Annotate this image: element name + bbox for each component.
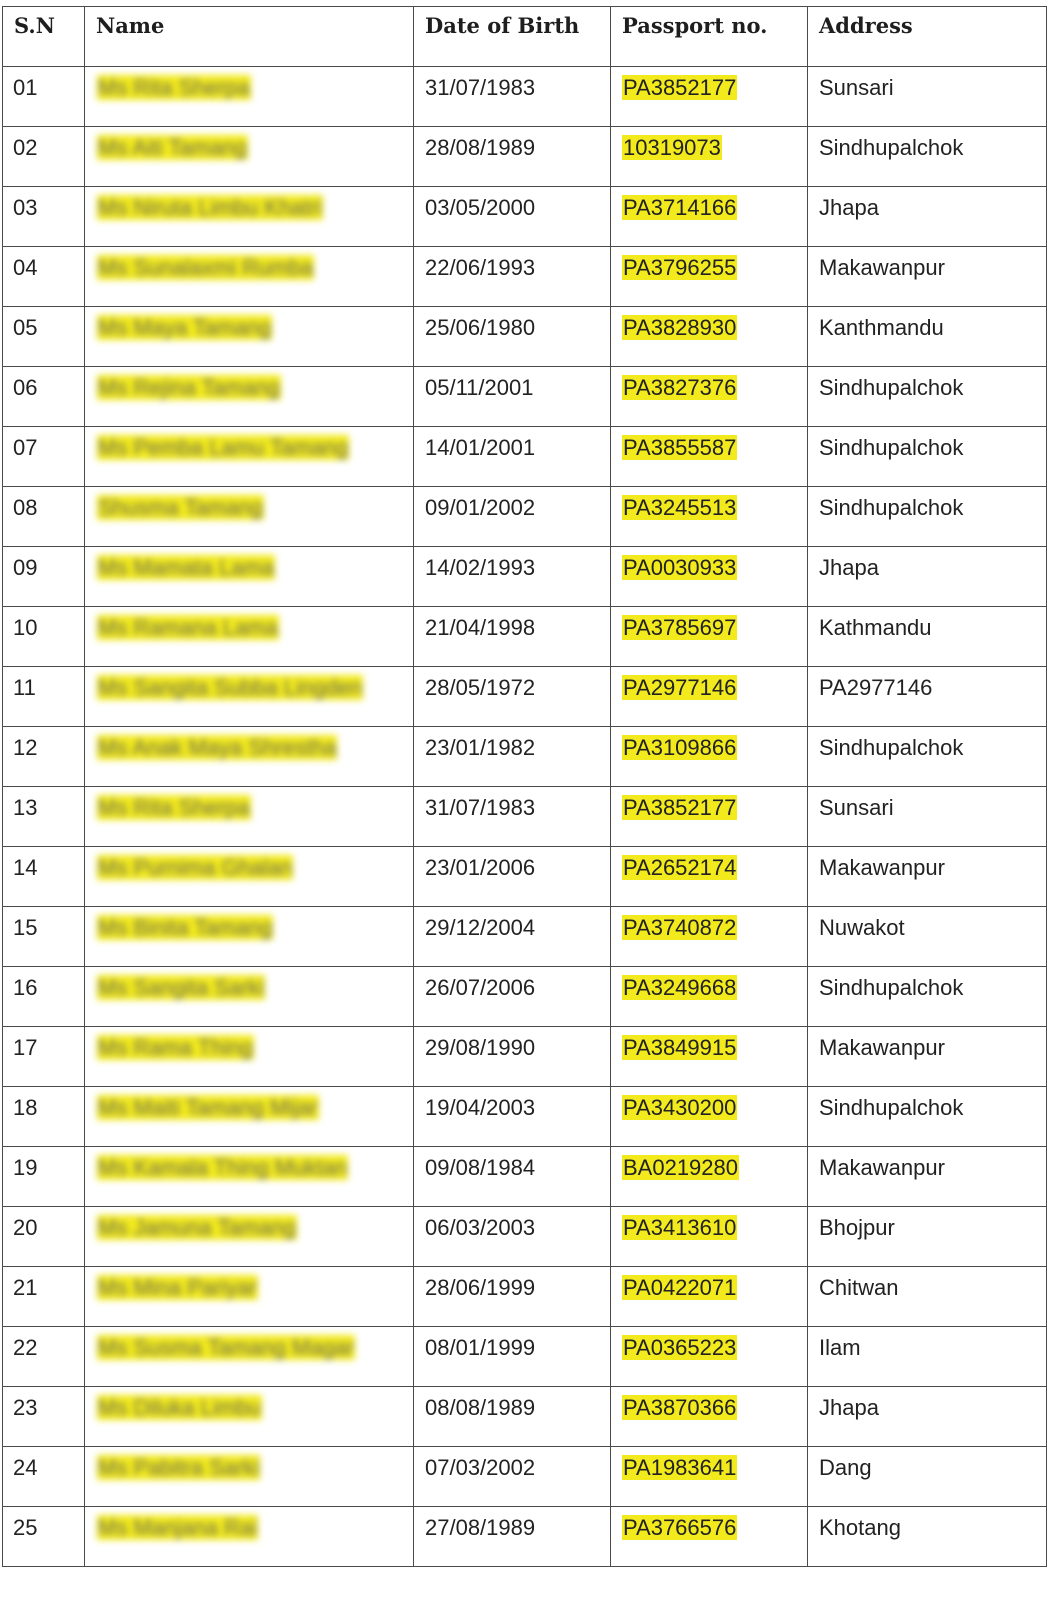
table-row xyxy=(3,1387,1047,1447)
cell-address: Sunsari xyxy=(808,67,1047,127)
cell-address: Sunsari xyxy=(808,787,1047,847)
cell-name xyxy=(85,1447,414,1507)
cell-sn: 07 xyxy=(3,427,85,487)
cell-sn: 22 xyxy=(3,1327,85,1387)
cell-passport xyxy=(611,307,808,367)
cell-passport xyxy=(611,727,808,787)
passport-highlight: PA3766576 xyxy=(623,1515,737,1540)
passport-highlight: PA3852177 xyxy=(623,795,737,820)
passport-highlight: PA3249668 xyxy=(623,975,737,1000)
cell-address: Makawanpur xyxy=(808,247,1047,307)
cell-name xyxy=(85,787,414,847)
table-row xyxy=(3,1027,1047,1087)
redacted-name: Ms Maya Tamang xyxy=(98,315,272,340)
passport-highlight: 10319073 xyxy=(623,135,721,160)
passport-highlight: PA3870366 xyxy=(623,1395,737,1420)
cell-passport xyxy=(611,547,808,607)
cell-sn: 09 xyxy=(3,547,85,607)
cell-sn: 14 xyxy=(3,847,85,907)
cell-address: Makawanpur xyxy=(808,847,1047,907)
redacted-name: Ms Rita Sherpa xyxy=(98,75,250,100)
cell-name xyxy=(85,1267,414,1327)
cell-passport xyxy=(611,1207,808,1267)
cell-name xyxy=(85,607,414,667)
cell-sn: 05 xyxy=(3,307,85,367)
cell-sn: 12 xyxy=(3,727,85,787)
cell-name xyxy=(85,127,414,187)
cell-name xyxy=(85,727,414,787)
cell-name xyxy=(85,427,414,487)
redacted-name: Ms Maiti Tamang Mijar xyxy=(98,1095,318,1120)
redacted-name: Ms Purnima Ghalan xyxy=(98,855,293,880)
header-dob: Date of Birth xyxy=(414,7,611,67)
cell-passport xyxy=(611,187,808,247)
cell-dob: 29/08/1990 xyxy=(414,1027,611,1087)
table-row xyxy=(3,607,1047,667)
cell-dob: 26/07/2006 xyxy=(414,967,611,1027)
passport-highlight: PA3855587 xyxy=(623,435,737,460)
table-row xyxy=(3,847,1047,907)
cell-address: Kathmandu xyxy=(808,607,1047,667)
cell-address: Jhapa xyxy=(808,187,1047,247)
table-row xyxy=(3,1507,1047,1567)
cell-sn: 06 xyxy=(3,367,85,427)
passport-highlight: PA3413610 xyxy=(623,1215,737,1240)
table-row xyxy=(3,727,1047,787)
passport-table xyxy=(2,6,1047,1567)
cell-address: Jhapa xyxy=(808,1387,1047,1447)
header-row xyxy=(3,7,1047,67)
cell-sn: 04 xyxy=(3,247,85,307)
cell-dob: 21/04/1998 xyxy=(414,607,611,667)
cell-address: Sindhupalchok xyxy=(808,127,1047,187)
cell-dob: 14/02/1993 xyxy=(414,547,611,607)
cell-passport xyxy=(611,247,808,307)
cell-sn: 24 xyxy=(3,1447,85,1507)
cell-address: Makawanpur xyxy=(808,1027,1047,1087)
cell-dob: 14/01/2001 xyxy=(414,427,611,487)
passport-highlight: PA3828930 xyxy=(623,315,737,340)
redacted-name: Ms Rama Thing xyxy=(98,1035,253,1060)
cell-name xyxy=(85,1087,414,1147)
cell-dob: 25/06/1980 xyxy=(414,307,611,367)
cell-name xyxy=(85,187,414,247)
cell-name xyxy=(85,547,414,607)
table-row xyxy=(3,127,1047,187)
redacted-name: Ms Rita Sherpa xyxy=(98,795,250,820)
cell-passport xyxy=(611,1027,808,1087)
cell-sn: 25 xyxy=(3,1507,85,1567)
cell-address: Sindhupalchok xyxy=(808,367,1047,427)
cell-address: Jhapa xyxy=(808,547,1047,607)
cell-address: Khotang xyxy=(808,1507,1047,1567)
passport-highlight: PA2652174 xyxy=(623,855,737,880)
cell-dob: 29/12/2004 xyxy=(414,907,611,967)
redacted-name: Ms Sunalaxmi Rumba xyxy=(98,255,314,280)
cell-name xyxy=(85,1027,414,1087)
cell-name xyxy=(85,1327,414,1387)
cell-passport xyxy=(611,607,808,667)
table-row xyxy=(3,1447,1047,1507)
cell-name xyxy=(85,247,414,307)
cell-sn: 15 xyxy=(3,907,85,967)
cell-passport xyxy=(611,1507,808,1567)
cell-passport xyxy=(611,487,808,547)
cell-name xyxy=(85,1507,414,1567)
passport-highlight: PA3852177 xyxy=(623,75,737,100)
passport-highlight: PA3714166 xyxy=(623,195,737,220)
table-row xyxy=(3,1087,1047,1147)
redacted-name: Ms Pemba Lamu Tamang xyxy=(98,435,349,460)
cell-dob: 22/06/1993 xyxy=(414,247,611,307)
table-row xyxy=(3,787,1047,847)
redacted-name: Ms Aiti Tamang xyxy=(98,135,247,160)
redacted-name: Ms Pabitra Sarki xyxy=(98,1455,260,1480)
cell-dob: 19/04/2003 xyxy=(414,1087,611,1147)
cell-name xyxy=(85,1207,414,1267)
cell-dob: 08/08/1989 xyxy=(414,1387,611,1447)
cell-dob: 09/01/2002 xyxy=(414,487,611,547)
table-row xyxy=(3,1147,1047,1207)
redacted-name: Ms Susma Tamang Magar xyxy=(98,1335,355,1360)
cell-name xyxy=(85,367,414,427)
cell-address: Sindhupalchok xyxy=(808,487,1047,547)
cell-dob: 23/01/2006 xyxy=(414,847,611,907)
redacted-name: Shusma Tamang xyxy=(98,495,263,520)
cell-name xyxy=(85,487,414,547)
cell-dob: 31/07/1983 xyxy=(414,67,611,127)
table-row xyxy=(3,487,1047,547)
cell-address: Kanthmandu xyxy=(808,307,1047,367)
cell-address: Bhojpur xyxy=(808,1207,1047,1267)
header-address: Address xyxy=(808,7,1047,67)
redacted-name: Ms Anak Maya Shrestha xyxy=(98,735,337,760)
redacted-name: Ms Jamuna Tamang xyxy=(98,1215,296,1240)
cell-passport xyxy=(611,367,808,427)
cell-address: Ilam xyxy=(808,1327,1047,1387)
cell-sn: 20 xyxy=(3,1207,85,1267)
cell-passport xyxy=(611,667,808,727)
passport-highlight: PA3849915 xyxy=(623,1035,737,1060)
cell-sn: 03 xyxy=(3,187,85,247)
table-row xyxy=(3,1267,1047,1327)
redacted-name: Ms Rejina Tamang xyxy=(98,375,280,400)
passport-highlight: PA3740872 xyxy=(623,915,737,940)
cell-name xyxy=(85,907,414,967)
cell-passport xyxy=(611,1447,808,1507)
table-body xyxy=(3,67,1047,1567)
cell-passport xyxy=(611,127,808,187)
cell-sn: 10 xyxy=(3,607,85,667)
cell-address: Sindhupalchok xyxy=(808,727,1047,787)
redacted-name: Ms Mina Pariyar xyxy=(98,1275,257,1300)
cell-address: Dang xyxy=(808,1447,1047,1507)
cell-sn: 21 xyxy=(3,1267,85,1327)
cell-name xyxy=(85,847,414,907)
cell-name xyxy=(85,1387,414,1447)
cell-sn: 16 xyxy=(3,967,85,1027)
passport-highlight: PA2977146 xyxy=(623,675,737,700)
cell-passport xyxy=(611,907,808,967)
passport-highlight: PA0422071 xyxy=(623,1275,737,1300)
cell-dob: 03/05/2000 xyxy=(414,187,611,247)
cell-sn: 01 xyxy=(3,67,85,127)
cell-address: Makawanpur xyxy=(808,1147,1047,1207)
passport-highlight: PA3827376 xyxy=(623,375,737,400)
passport-highlight: PA3796255 xyxy=(623,255,737,280)
redacted-name: Ms Ramana Lama xyxy=(98,615,278,640)
redacted-name: Ms Niruta Limbu Khatri xyxy=(98,195,322,220)
cell-sn: 02 xyxy=(3,127,85,187)
table-row xyxy=(3,667,1047,727)
redacted-name: Ms Kamala Thing Muktan xyxy=(98,1155,348,1180)
cell-passport xyxy=(611,1387,808,1447)
cell-address: PA2977146 xyxy=(808,667,1047,727)
cell-passport xyxy=(611,1147,808,1207)
header-name: Name xyxy=(85,7,414,67)
cell-dob: 28/08/1989 xyxy=(414,127,611,187)
cell-dob: 23/01/1982 xyxy=(414,727,611,787)
passport-highlight: PA3430200 xyxy=(623,1095,737,1120)
table-row xyxy=(3,967,1047,1027)
cell-name xyxy=(85,667,414,727)
passport-highlight: PA1983641 xyxy=(623,1455,737,1480)
cell-passport xyxy=(611,67,808,127)
cell-passport xyxy=(611,847,808,907)
table-row xyxy=(3,247,1047,307)
cell-sn: 08 xyxy=(3,487,85,547)
cell-dob: 28/06/1999 xyxy=(414,1267,611,1327)
cell-dob: 09/08/1984 xyxy=(414,1147,611,1207)
cell-sn: 13 xyxy=(3,787,85,847)
passport-highlight: PA0365223 xyxy=(623,1335,737,1360)
cell-name xyxy=(85,1147,414,1207)
passport-highlight: PA3785697 xyxy=(623,615,737,640)
cell-passport xyxy=(611,1267,808,1327)
cell-passport xyxy=(611,427,808,487)
cell-passport xyxy=(611,787,808,847)
cell-sn: 17 xyxy=(3,1027,85,1087)
redacted-name: Ms Mamata Lama xyxy=(98,555,275,580)
redacted-name: Ms Diluka Limbu xyxy=(98,1395,261,1420)
passport-highlight: BA0219280 xyxy=(623,1155,738,1180)
header-passport: Passport no. xyxy=(611,7,808,67)
redacted-name: Ms Binita Tamang xyxy=(98,915,273,940)
cell-passport xyxy=(611,1327,808,1387)
cell-dob: 07/03/2002 xyxy=(414,1447,611,1507)
passport-highlight: PA3245513 xyxy=(623,495,737,520)
table-row xyxy=(3,187,1047,247)
cell-dob: 27/08/1989 xyxy=(414,1507,611,1567)
cell-dob: 08/01/1999 xyxy=(414,1327,611,1387)
cell-name xyxy=(85,307,414,367)
cell-name xyxy=(85,967,414,1027)
cell-address: Chitwan xyxy=(808,1267,1047,1327)
redacted-name: Ms Sangita Subba Lingden xyxy=(98,675,363,700)
cell-passport xyxy=(611,967,808,1027)
cell-dob: 28/05/1972 xyxy=(414,667,611,727)
cell-sn: 11 xyxy=(3,667,85,727)
redacted-name: Ms Sangita Sarki xyxy=(98,975,265,1000)
cell-passport xyxy=(611,1087,808,1147)
passport-highlight: PA3109866 xyxy=(623,735,737,760)
cell-address: Sindhupalchok xyxy=(808,427,1047,487)
table-row xyxy=(3,1327,1047,1387)
header-sn: S.N xyxy=(3,7,85,67)
cell-dob: 31/07/1983 xyxy=(414,787,611,847)
table-row xyxy=(3,907,1047,967)
table-row xyxy=(3,427,1047,487)
redacted-name: Ms Manjana Rai xyxy=(98,1515,257,1540)
passport-highlight: PA0030933 xyxy=(623,555,737,580)
cell-address: Sindhupalchok xyxy=(808,1087,1047,1147)
table-row xyxy=(3,307,1047,367)
cell-address: Nuwakot xyxy=(808,907,1047,967)
cell-address: Sindhupalchok xyxy=(808,967,1047,1027)
cell-name xyxy=(85,67,414,127)
table-row xyxy=(3,67,1047,127)
cell-dob: 06/03/2003 xyxy=(414,1207,611,1267)
cell-dob: 05/11/2001 xyxy=(414,367,611,427)
cell-sn: 18 xyxy=(3,1087,85,1147)
table-row xyxy=(3,547,1047,607)
cell-sn: 23 xyxy=(3,1387,85,1447)
table-row xyxy=(3,367,1047,427)
cell-sn: 19 xyxy=(3,1147,85,1207)
table-row xyxy=(3,1207,1047,1267)
